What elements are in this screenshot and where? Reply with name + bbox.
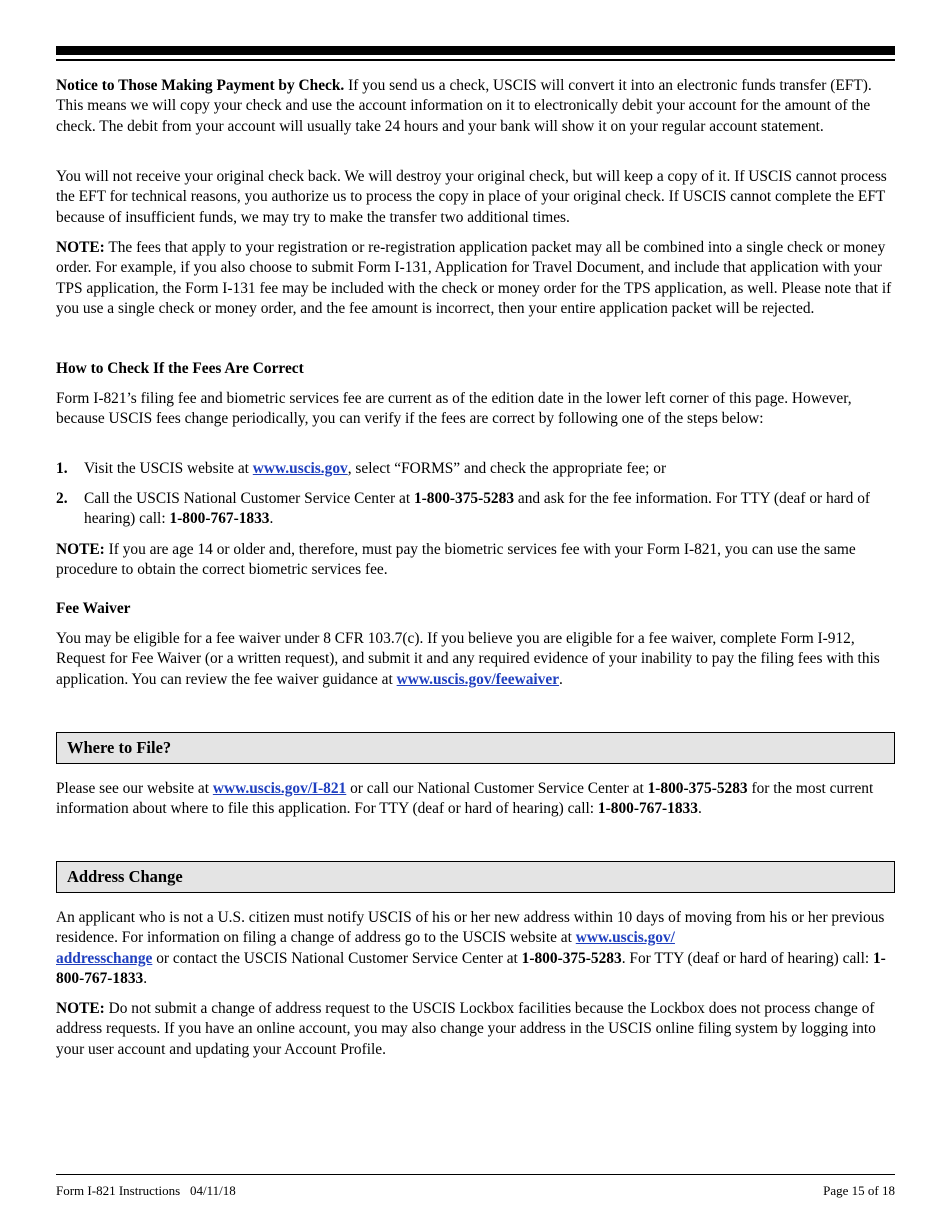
where-to-file-text-pre: Please see our website at [56, 780, 213, 797]
payment-check-text-1: If you send us a check, USCIS will convert it into an electronic funds transfer (EFT). This means we will copy your check and use the account information on it to electronically debit your account for the amount of the check. The debit from your account will usually take 24 hours and your bank will show it on your regular account statement. [56, 77, 872, 135]
fee-waiver-text-post: . [559, 670, 563, 688]
payment-check-title: Notice to Those Making Payment by Check. [56, 77, 345, 94]
where-to-file-heading: Where to File? [67, 738, 172, 757]
header-rule-thin [56, 59, 895, 61]
check-fees-note-text: If you are age 14 or older and, therefore, must pay the biometric services fee with your Form I-821, you can use the same procedure to obtain the correct biometric services fee. [56, 541, 856, 579]
i821-website-link[interactable]: www.uscis.gov/I-821 [212, 780, 347, 797]
item-text [84, 459, 895, 479]
payment-check-paragraph-2: You will not receive your original check back. We will destroy your original check, but will keep a copy of it. If USCIS cannot process the EFT for technical reasons, you authorize us to process the copy in place of your original check. If USCIS cannot complete the EFT because of insufficient funds, we may try to make the transfer two additional times. [56, 168, 887, 226]
footer-rule [56, 1174, 895, 1175]
address-change-link-part-2[interactable]: addresschange [56, 949, 153, 967]
customer-service-phone: 1-800-375-5283 [647, 780, 748, 797]
address-change-text-mid: or contact the USCIS National Customer Service Center at [152, 949, 522, 967]
item-number: 2. [56, 490, 68, 507]
check-fees-note [56, 540, 895, 581]
check-fees-item-1 [56, 459, 895, 481]
address-change-link-part-1[interactable]: www.uscis.gov/ [575, 929, 675, 947]
address-change-heading: Address Change [67, 867, 183, 886]
note-label: NOTE: [56, 541, 105, 558]
check-fees-item-2 [56, 489, 895, 531]
tty-phone: 1-800-767-1833 [169, 510, 270, 528]
tty-phone: 1-800-767-1833 [56, 949, 886, 988]
where-to-file-section-header [56, 732, 895, 764]
fee-waiver-text [56, 629, 895, 690]
item1-text-pre: Visit the USCIS website at [84, 460, 253, 477]
address-change-text-pre: An applicant who is not a U.S. citizen must notify USCIS of his or her new address within 10 days of moving from his or her previous residence. For information on filing a change of address go to the USCIS website at [56, 909, 885, 947]
address-change-note-text: Do not submit a change of address request to the USCIS Lockbox facilities because the Lockbox does not process change of address requests. If you have an online account, you may also change your address in the USCIS online filing system by logging into your user account and updating your Account Profile. [56, 1000, 876, 1058]
address-change-text-post: . [143, 970, 148, 988]
where-to-file-text-mid2: for the most current information about where to file this application. For TTY (deaf or hard of hearing) call: [56, 780, 874, 818]
footer-page-number: Page 15 of 18 [823, 1183, 895, 1198]
fee-waiver-text-pre: You may be eligible for a fee waiver under 8 CFR 103.7(c). If you believe you are eligible for a fee waiver, complete Form I-912, Request for Fee Waiver (or a written request), and submit it and any required evidence of your inability to pay the filing fees with this application. You can review the fee waiver guidance at [56, 630, 880, 688]
item2-text-mid: and ask for the fee information. For TTY (deaf or hard of hearing) call: [84, 490, 871, 528]
payment-check-paragraph-1 [56, 76, 895, 137]
where-to-file-text [56, 779, 895, 820]
note-label: NOTE: [56, 239, 105, 256]
fee-waiver-link[interactable]: www.uscis.gov/feewaiver [396, 670, 560, 688]
payment-check-note [56, 238, 895, 320]
header-rule-thick [56, 46, 895, 55]
tty-phone: 1-800-767-1833 [597, 800, 698, 818]
address-change-note [56, 999, 895, 1060]
address-change-text-mid2: . For TTY (deaf or hard of hearing) call: [621, 949, 873, 967]
item2-text-pre: Call the USCIS National Customer Service Center at [84, 490, 414, 507]
where-to-file-text-mid: or call our National Customer Service Center at [346, 780, 648, 797]
uscis-website-link[interactable]: www.uscis.gov [252, 460, 348, 477]
address-change-text [56, 908, 895, 990]
payment-check-note-text: The fees that apply to your registration or re-registration application packet may all be combined into a single check or money order. For example, if you also choose to submit Form I-131, Application for Travel Document, and include that application with your TPS application, the Form I-131 fee may be included with the check or money order for the TPS application, as well. Please note that if you use a single check or money order, and the fee amount is incorrect, then your entire application packet will be rejected. [56, 239, 892, 318]
footer-form-edition: Form I-821 Instructions 04/11/18 [56, 1183, 236, 1198]
document-page [56, 0, 895, 1230]
item1-text-post: , select “FORMS” and check the appropriate fee; or [347, 460, 667, 477]
where-to-file-text-post: . [697, 800, 702, 818]
customer-service-phone: 1-800-375-5283 [413, 490, 515, 507]
note-label: NOTE: [56, 1000, 105, 1017]
check-fees-intro: Form I-821’s filing fee and biometric services fee are current as of the edition date in the lower left corner of this page. However, because USCIS fees change periodically, you can verify if the fees are correct by following one of the steps below: [56, 390, 852, 428]
check-fees-heading: How to Check If the Fees Are Correct [56, 360, 304, 377]
address-change-section-header [56, 861, 895, 893]
customer-service-phone: 1-800-375-5283 [521, 949, 622, 967]
item2-text-post: . [269, 510, 274, 528]
fee-waiver-heading: Fee Waiver [56, 600, 131, 617]
item-text [84, 489, 895, 530]
item-number: 1. [56, 460, 68, 477]
